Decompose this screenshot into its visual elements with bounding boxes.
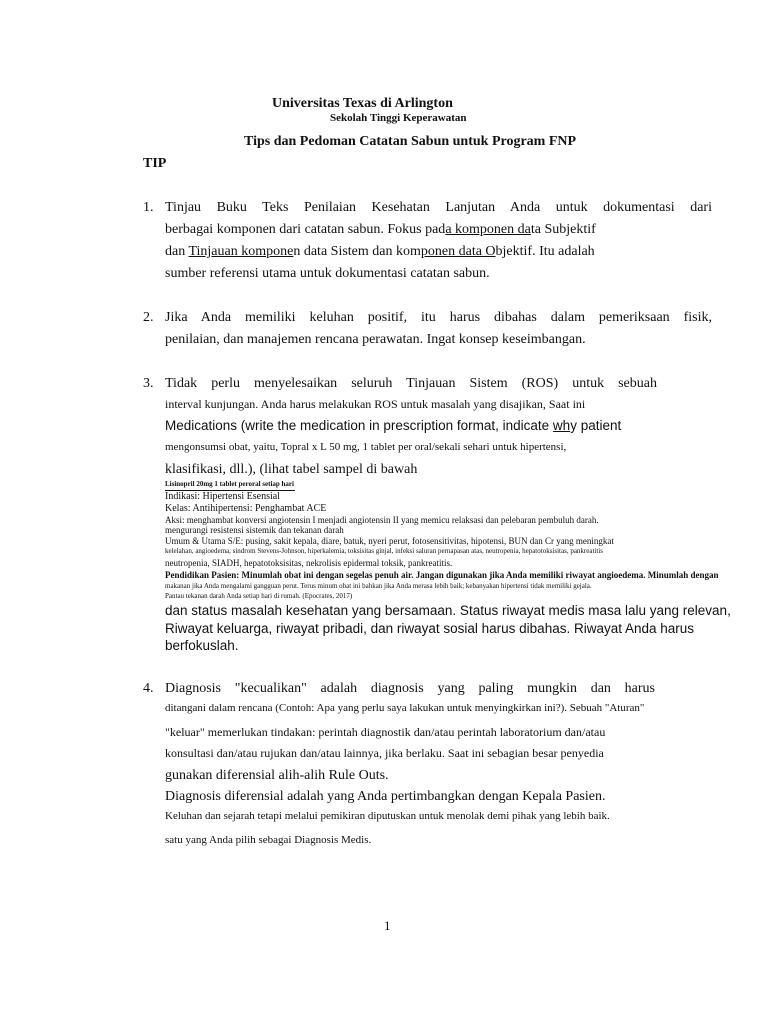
page-number: 1 <box>384 918 391 933</box>
drug-patient-education: makanan jika Anda mengalami gangguan perut. Terus minum obat ini bahkan jika Anda merasa lebih baik; kebanyakan hipertensi tidak memiliki gejala. <box>165 582 592 590</box>
list-number: 3. <box>143 376 154 391</box>
school-name: Sekolah Tinggi Keperawatan <box>330 112 467 124</box>
drug-side-effects: Umum & Utama S/E: pusing, sakit kepala, diare, batuk, nyeri perut, fotosensitivitas, hipotensi, BUN dan Cr yang meningkat <box>165 536 614 546</box>
document-title: Tips dan Pedoman Catatan Sabun untuk Program FNP <box>244 134 577 149</box>
drug-patient-education: Pendidikan Pasien: Minumlah obat ini dengan segelas penuh air. Jangan digunakan jika Anda memiliki riwayat angioedema. Minumlah dengan <box>165 570 719 580</box>
item-text: dan Tinjauan komponen data Sistem dan komponen data Objektif. Itu adalah <box>165 244 595 259</box>
section-heading: TIP <box>143 156 167 171</box>
drug-side-effects: neutropenia, SIADH, hepatotoksisitas, nekrolisis epidermal toksik, pankreatitis. <box>165 558 453 568</box>
item-text: Medications (write the medication in prescription format, indicate why patient <box>165 418 622 433</box>
item-text: "keluar" memerlukan tindakan: perintah diagnostik dan/atau perintah laboratorium dan/atau <box>165 725 606 739</box>
list-number: 2. <box>143 310 154 325</box>
item-text: berfokuslah. <box>165 638 239 653</box>
university-name: Universitas Texas di Arlington <box>272 96 453 111</box>
item-text: dan status masalah kesehatan yang bersamaan. Status riwayat medis masa lalu yang relevan, <box>165 603 731 618</box>
drug-side-effects: kelelahan, angioedema, sindrom Stevens-Johnson, hiperkalemia, toksisitas ginjal, infeksi saluran pernapasan atas, neutropenia, hepatotoksisitas, pankreatitis <box>165 547 603 555</box>
item-text: Tidak perlu menyelesaikan seluruh Tinjauan Sistem (ROS) untuk sebuah <box>165 376 657 391</box>
drug-patient-education: Pantau tekanan darah Anda setiap hari di rumah. (Epocrates, 2017) <box>165 592 353 600</box>
item-text: berbagai komponen dari catatan sabun. Fokus pada komponen data Subjektif <box>165 222 596 237</box>
item-text: klasifikasi, dll.), (lihat tabel sampel di bawah <box>165 462 418 477</box>
item-text: gunakan diferensial alih-alih Rule Outs. <box>165 768 389 783</box>
list-number: 1. <box>143 200 154 215</box>
item-text: Diagnosis "kecualikan" adalah diagnosis yang paling mungkin dan harus <box>165 681 655 696</box>
item-text: Jika Anda memiliki keluhan positif, itu harus dibahas dalam pemeriksaan fisik, <box>165 310 712 325</box>
drug-class: Kelas: Antihipertensi: Penghambat ACE <box>165 503 327 514</box>
drug-action: mengurangi resistensi sistemik dan tekanan darah <box>165 525 344 535</box>
item-text: mengonsumsi obat, yaitu, Topral x L 50 mg, 1 tablet per oral/sekali sehari untuk hipertensi, <box>165 441 567 453</box>
item-text: konsultasi dan/atau rujukan dan/atau lainnya, jika berlaku. Saat ini sebagian besar penyedia <box>165 746 604 760</box>
item-text: interval kunjungan. Anda harus melakukan ROS untuk masalah yang disajikan, Saat ini <box>165 397 586 411</box>
item-text: penilaian, dan manajemen rencana perawatan. Ingat konsep keseimbangan. <box>165 332 586 347</box>
item-text: Tinjau Buku Teks Penilaian Kesehatan Lanjutan Anda untuk dokumentasi dari <box>165 200 712 215</box>
item-text: Riwayat keluarga, riwayat pribadi, dan riwayat sosial harus dibahas. Riwayat Anda harus <box>165 621 695 636</box>
drug-action: Aksi: menghambat konversi angiotensin I menjadi angiotensin II yang memicu relaksasi dan pelebaran pembuluh darah. <box>165 515 599 525</box>
item-text: satu yang Anda pilih sebagai Diagnosis Medis. <box>165 834 372 846</box>
list-number: 4. <box>143 681 154 696</box>
item-text: Diagnosis diferensial adalah yang Anda pertimbangkan dengan Kepala Pasien. <box>165 789 606 804</box>
drug-indication: Indikasi: Hipertensi Esensial <box>165 491 280 502</box>
item-text: ditangani dalam rencana (Contoh: Apa yang perlu saya lakukan untuk menyingkirkan ini?). Sebuah "Aturan" <box>165 702 645 714</box>
item-text: sumber referensi utama untuk dokumentasi catatan sabun. <box>165 266 490 281</box>
item-text: Keluhan dan sejarah tetapi melalui pemikiran diputuskan untuk menolak demi pihak yang lebih baik. <box>165 810 610 822</box>
drug-heading: Lisinopril 20mg 1 tablet peroral setiap hari <box>165 480 294 488</box>
